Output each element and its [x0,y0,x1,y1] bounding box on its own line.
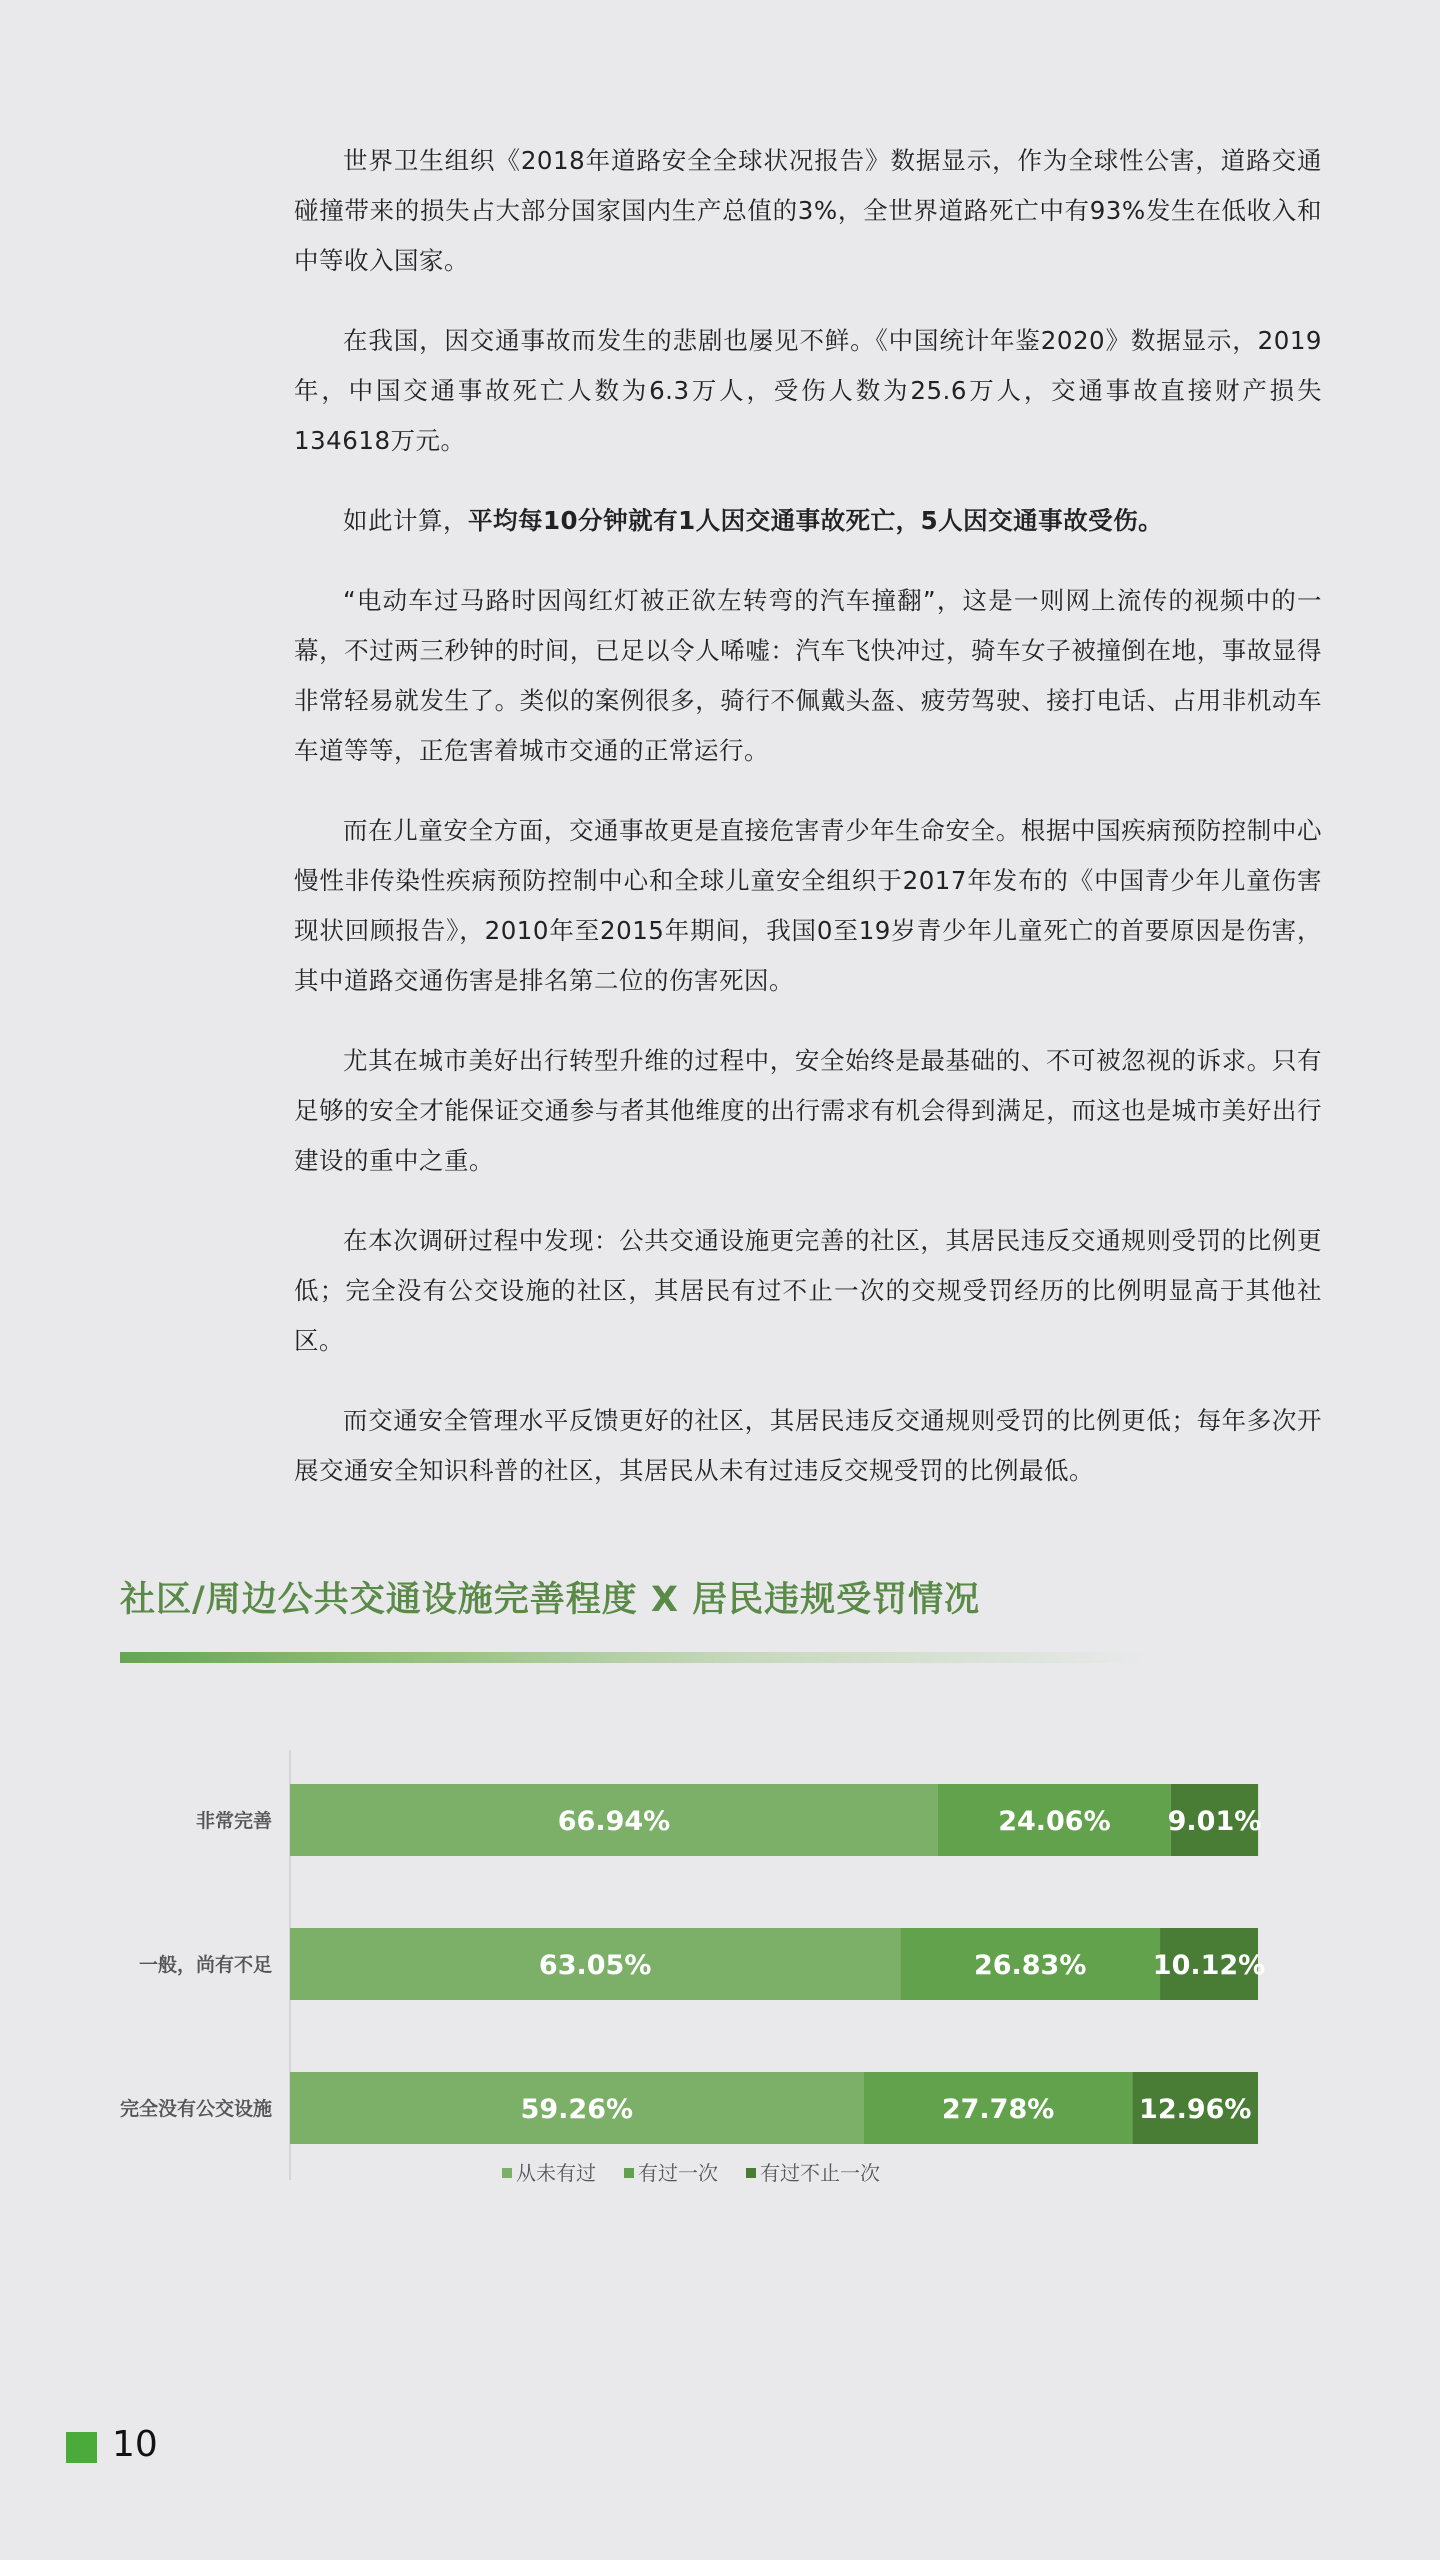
paragraph: 尤其在城市美好出行转型升维的过程中，安全始终是最基础的、不可被忽视的诉求。只有足够的安全才能保证交通参与者其他维度的出行需求有机会得到满足，而这也是城市美好出行建设的重中之重。 [294,1046,1322,1175]
title-underline [120,1652,1150,1663]
legend-label: 有过不止一次 [760,2161,880,2185]
legend-item [746,2161,880,2185]
bar-value-label: 24.06% [998,1806,1111,1837]
bar-value-label: 27.78% [941,2094,1055,2125]
paragraph: 在本次调研过程中发现：公共交通设施更完善的社区，其居民违反交通规则受罚的比例更低；完全没有公交设施的社区，其居民有过不止一次的交规受罚经历的比例明显高于其他社区。 [294,1226,1322,1355]
bar-value-label: 9.01% [1167,1806,1262,1837]
legend-label: 从未有过 [516,2161,596,2185]
paragraph [294,496,1322,546]
legend-label: 有过一次 [638,2161,718,2185]
page-marker-square [66,2432,97,2463]
paragraph: “电动车过马路时因闯红灯被正欲左转弯的汽车撞翻”，这是一则网上流传的视频中的一幕，不过两三秒钟的时间，已足以令人唏嘘：汽车飞快冲过，骑车女子被撞倒在地，事故显得非常轻易就发生了。类似的案例很多，骑行不佩戴头盔、疲劳驾驶、接打电话、占用非机动车车道等等，正危害着城市交通的正常运行。 [294,586,1322,765]
paragraph: 而交通安全管理水平反馈更好的社区，其居民违反交通规则受罚的比例更低；每年多次开展交通安全知识科普的社区，其居民从未有过违反交规受罚的比例最低。 [294,1406,1322,1485]
bar-value-label: 59.26% [520,2094,634,2125]
stacked-bar-chart [0,1720,1440,2240]
legend-item [502,2161,596,2185]
bar-value-label: 26.83% [973,1950,1087,1981]
legend-swatch [502,2168,512,2178]
legend-swatch [624,2168,634,2178]
bar-value-label: 12.96% [1139,2094,1252,2125]
paragraph: 在我国，因交通事故而发生的悲剧也屡见不鲜。《中国统计年鉴2020》数据显示，2019年，中国交通事故死亡人数为6.3万人，受伤人数为25.6万人，交通事故直接财产损失134618万元。 [294,326,1322,455]
paragraph: 而在儿童安全方面，交通事故更是直接危害青少年生命安全。根据中国疾病预防控制中心慢性非传染性疾病预防控制中心和全球儿童安全组织于2017年发布的《中国青少年儿童伤害现状回顾报告》，2010年至2015年期间，我国0至19岁青少年儿童死亡的首要原因是伤害，其中道路交通伤害是排名第二位的伤害死因。 [294,816,1322,995]
legend-item [624,2161,718,2185]
article-body [294,136,1322,1526]
bar-value-label: 10.12% [1152,1950,1266,1981]
paragraph-bold-statement: 平均每10分钟就有1人因交通事故死亡，5人因交通事故受伤。 [468,506,1164,535]
legend-swatch [746,2168,756,2178]
bar-value-label: 63.05% [538,1950,652,1981]
paragraph: 世界卫生组织《2018年道路安全全球状况报告》数据显示，作为全球性公害，道路交通碰撞带来的损失占大部分国家国内生产总值的3%，全世界道路死亡中有93%发生在低收入和中等收入国家。 [294,146,1322,275]
category-label: 非常完善 [195,1810,272,1832]
paragraph-prefix: 如此计算， [343,506,468,535]
category-label: 完全没有公交设施 [119,2098,272,2120]
bar-value-label: 66.94% [557,1806,671,1837]
category-label: 一般，尚有不足 [138,1954,272,1976]
chart-title: 社区/周边公共交通设施完善程度 X 居民违规受罚情况 [120,1580,981,1620]
page-number: 10 [112,2424,158,2465]
